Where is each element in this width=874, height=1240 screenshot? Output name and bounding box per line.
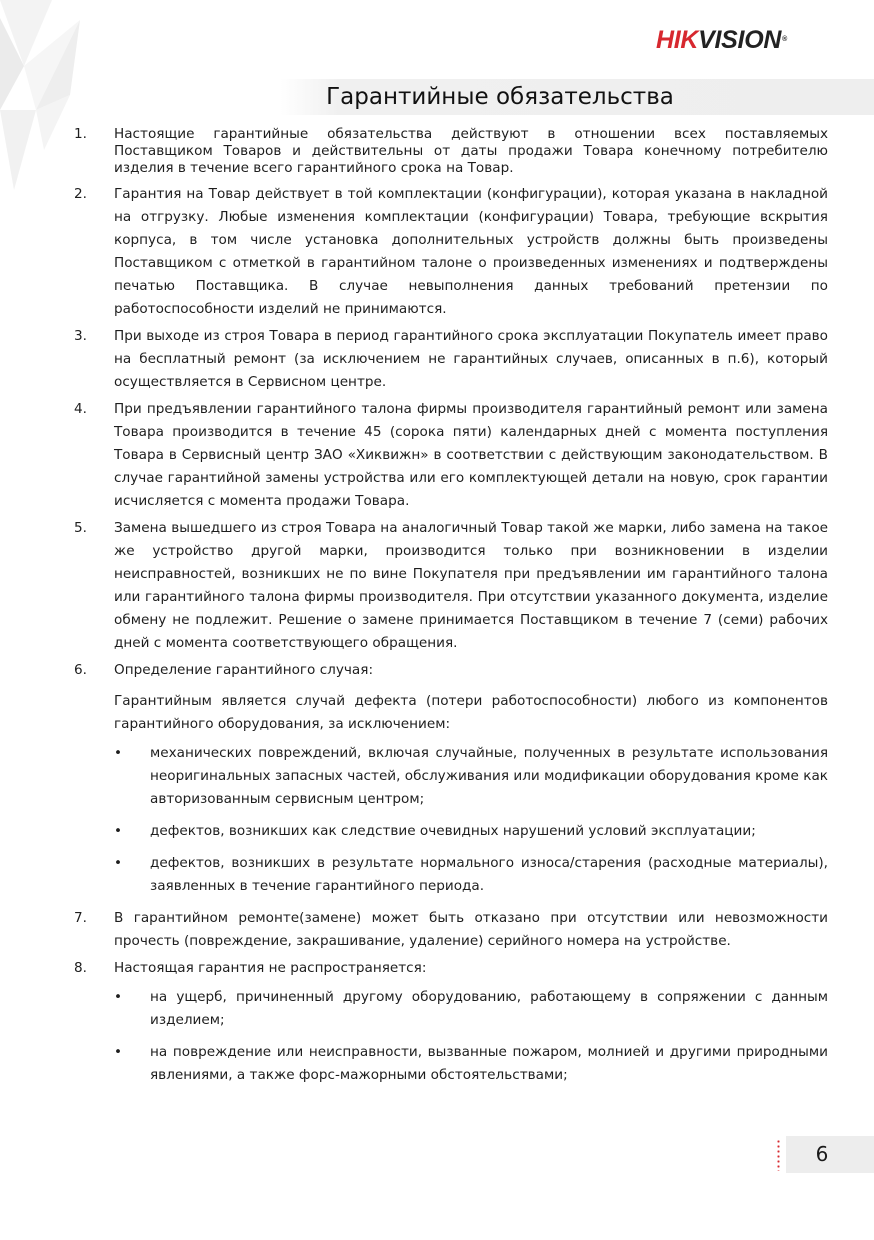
warranty-content [74, 126, 828, 1096]
page-title: Гарантийные обязательства [326, 84, 674, 110]
list-item: • механических повреждений, включая случайные, полученных в результате использования неоригинальных запасных частей, обслуживания или модификации оборудования кроме как авторизованным сервисным центром; [114, 742, 828, 811]
section-number: 6. [74, 662, 87, 678]
section-6-exclusions [114, 742, 828, 898]
footer-divider [777, 1139, 780, 1171]
section-text: Гарантия на Товар действует в той комплектации (конфигурации), которая указана в накладной на отгрузку. Любые изменения комплектации (конфигурации) Товара, требующие вскрытия корпуса, в том числе установка дополнительных устройств должны быть произведены Поставщиком с отметкой в гарантийном талоне о произведенных изменениях и подтверждены печатью Поставщика. В случае невыполнения данных требований претензии по работоспособности изделий не принимаются. [114, 186, 828, 317]
section-7 [74, 907, 828, 953]
section-text: Настоящая гарантия не распространяется: [114, 960, 427, 976]
section-number: 7. [74, 910, 87, 926]
bullet-icon: • [114, 989, 123, 1005]
list-item: • дефектов, возникших как следствие очевидных нарушений условий эксплуатации; [114, 820, 828, 843]
section-number: 8. [74, 960, 87, 976]
section-text: При предъявлении гарантийного талона фирмы производителя гарантийный ремонт или замена Товара производится в течение 45 (сорока пяти) календарных дней с момента поступления Товара в Сервисный центр ЗАО «Хиквижн» в соответствии с действующим законодательством. В случае гарантийной замены устройства или его комплектующей детали на новую, срок гарантии исчисляется с момента продажи Товара. [114, 401, 828, 509]
bullet-icon: • [114, 745, 123, 761]
bullet-icon: • [114, 823, 123, 839]
section-text: При выходе из строя Товара в период гарантийного срока эксплуатации Покупатель имеет право на бесплатный ремонт (за исключением не гарантийных случаев, описанных в п.6), который осуществляется в Сервисном центре. [114, 328, 828, 390]
section-text: В гарантийном ремонте(замене) может быть отказано при отсутствии или невозможности прочесть (повреждение, закрашивание, удаление) серийного номера на устройстве. [114, 910, 828, 949]
list-item: • на ущерб, причиненный другому оборудованию, работающему в сопряжении с данным изделием; [114, 986, 828, 1032]
section-number: 1. [74, 126, 87, 142]
section-number: 3. [74, 328, 87, 344]
section-text: Определение гарантийного случая: [114, 662, 374, 678]
section-2 [74, 183, 828, 321]
section-3 [74, 325, 828, 394]
section-number: 2. [74, 186, 87, 202]
section-1 [74, 126, 828, 177]
section-4 [74, 398, 828, 513]
section-5 [74, 517, 828, 655]
section-text: Настоящие гарантийные обязательства действуют в отношении всех поставляемых Поставщиком Товаров и действительны от даты продажи Товара конечному потребителю изделия в течение всего гарантийного срока на Товар. [114, 126, 828, 176]
bullet-icon: • [114, 1044, 123, 1060]
section-6-intro: Гарантийным является случай дефекта (потери работоспособности) любого из компонентов гарантийного оборудования, за исключением: [114, 693, 828, 732]
list-item: • дефектов, возникших в результате нормального износа/старения (расходные материалы), заявленных в течение гарантийного периода. [114, 852, 828, 898]
section-8-exclusions [114, 986, 828, 1087]
page-number: 6 [815, 1142, 829, 1166]
section-6 [74, 659, 828, 898]
section-number: 5. [74, 520, 87, 536]
hikvision-logo: HIKVISION® [656, 26, 787, 54]
list-item: • на повреждение или неисправности, вызванные пожаром, молнией и другими природными явлениями, а также форс-мажорными обстоятельствами; [114, 1041, 828, 1087]
section-8 [74, 957, 828, 1087]
bullet-icon: • [114, 855, 123, 871]
section-number: 4. [74, 401, 87, 417]
section-text: Замена вышедшего из строя Товара на аналогичный Товар такой же марки, либо замена на такое же устройство другой марки, производится только при возникновении в изделии неисправностей, возникших не по вине Покупателя при предъявлении им гарантийного талона или гарантийного талона фирмы производителя. При отсутствии указанного документа, изделие обмену не подлежит. Решение о замене принимается Поставщиком в течение 7 (семи) рабочих дней с момента соответствующего обращения. [114, 520, 828, 651]
